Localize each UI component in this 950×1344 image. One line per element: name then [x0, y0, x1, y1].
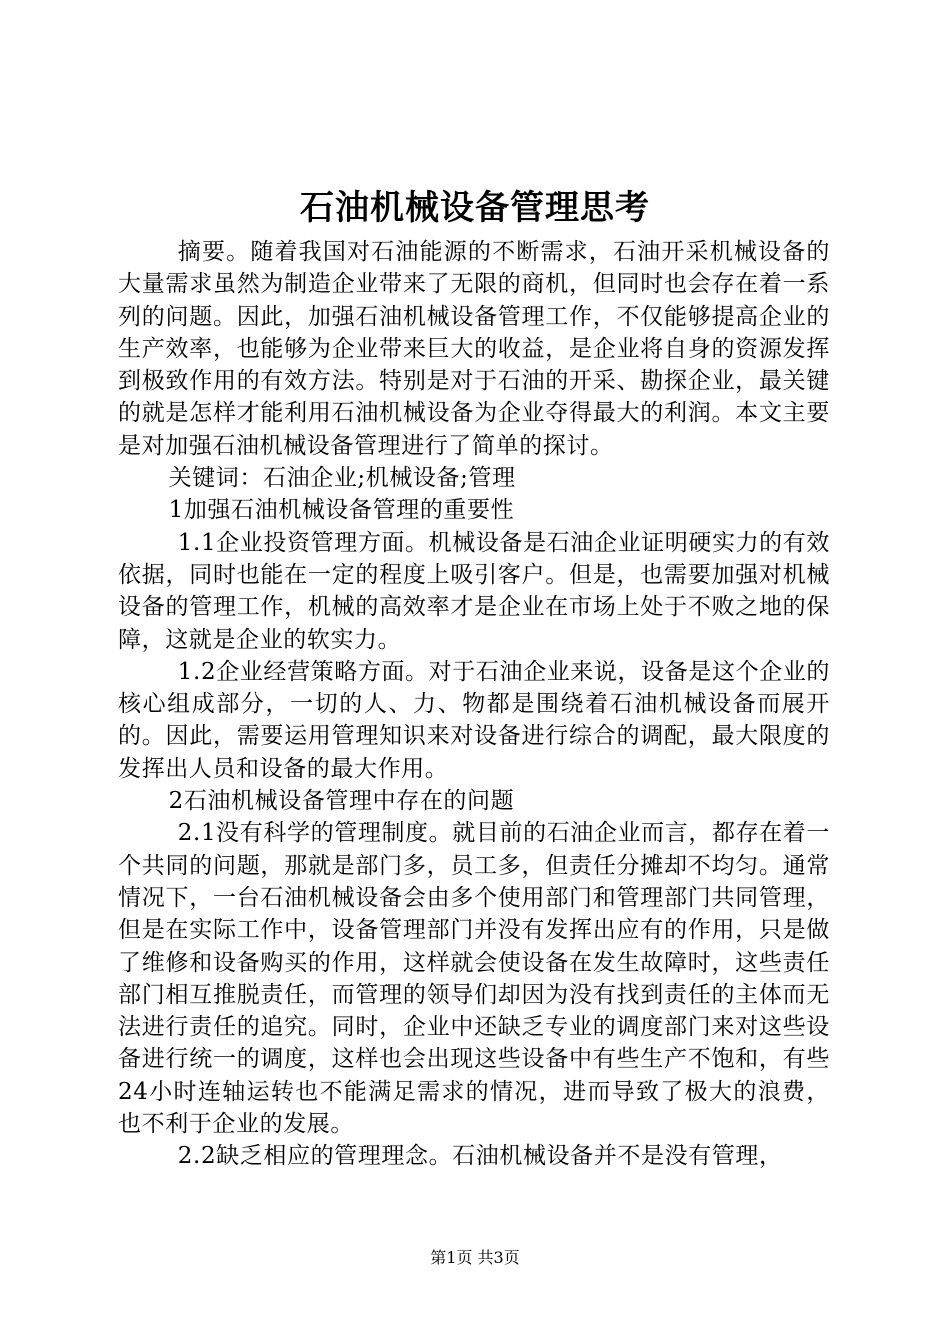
document-body	[118, 236, 830, 1173]
document-title: 石油机械设备管理思考	[300, 188, 650, 228]
section-1-2-paragraph: 1.2企业经营策略方面。对于石油企业来说，设备是这个企业的核心组成部分，一切的人、力、物都是围绕着石油机械设备而展开的。因此，需要运用管理知识来对设备进行综合的调配，最大限度的发挥出人员和设备的最大作用。	[118, 658, 830, 782]
section-heading-1: 1加强石油机械设备管理的重要性	[168, 497, 515, 524]
section-heading-2: 2石油机械设备管理中存在的问题	[168, 788, 515, 815]
section-2-1-paragraph: 2.1没有科学的管理制度。就目前的石油企业而言，都存在着一个共同的问题，那就是部门多，员工多，但责任分摊却不均匀。通常情况下，一台石油机械设备会由多个使用部门和管理部门共同管理，但是在实际工作中，设备管理部门并没有发挥出应有的作用，只是做了维修和设备购买的作用，这样就会使设备在发生故障时，这些责任部门相互推脱责任，而管理的领导们却因为没有找到责任的主体而无法进行责任的追究。同时，企业中还缺乏专业的调度部门来对这些设备进行统一的调度，这样也会出现这些设备中有些生产不饱和，有些24小时连轴运转也不能满足需求的情况，进而导致了极大的浪费，也不利于企业的发展。	[118, 820, 830, 1138]
section-2-2-paragraph: 2.2缺乏相应的管理理念。石油机械设备并不是没有管理，	[177, 1143, 783, 1170]
page-footer: 第1页 共3页	[430, 1248, 520, 1267]
section-1-1-paragraph: 1.1企业投资管理方面。机械设备是石油企业证明硬实力的有效依据，同时也能在一定的程度上吸引客户。但是，也需要加强对机械设备的管理工作，机械的高效率才是企业在市场上处于不败之地的保障，这就是企业的软实力。	[118, 529, 830, 653]
abstract-paragraph: 摘要。随着我国对石油能源的不断需求，石油开采机械设备的大量需求虽然为制造企业带来了无限的商机，但同时也会存在着一系列的问题。因此，加强石油机械设备管理工作，不仅能够提高企业的生产效率，也能够为企业带来巨大的收益，是企业将自身的资源发挥到极致作用的有效方法。特别是对于石油的开采、勘探企业，最关键的就是怎样才能利用石油机械设备为企业夺得最大的利润。本文主要是对加强石油机械设备管理进行了简单的探讨。	[118, 239, 830, 459]
keywords-paragraph: 关键词：石油企业;机械设备;管理	[168, 465, 516, 492]
